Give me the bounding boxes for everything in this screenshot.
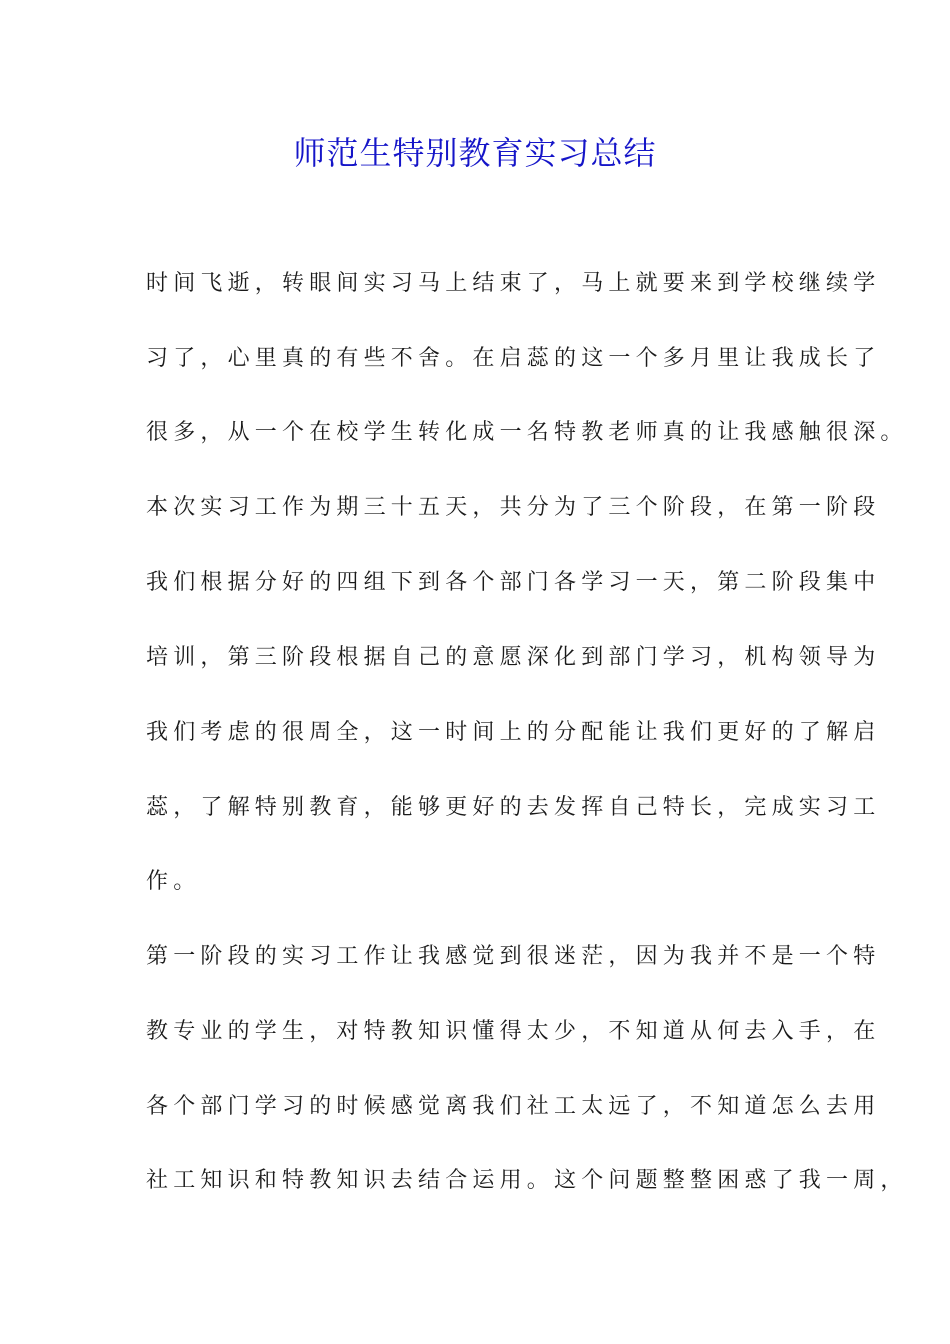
text-line: 社工知识和特教知识去结合运用。这个问题整整困惑了我一周， xyxy=(146,1168,908,1193)
text-line: 我们考虑的很周全，这一时间上的分配能让我们更好的了解启 xyxy=(146,720,881,745)
document-title: 师范生特别教育实习总结 xyxy=(293,134,657,172)
text-line: 本次实习工作为期三十五天，共分为了三个阶段，在第一阶段 xyxy=(146,495,881,520)
text-line: 蕊，了解特别教育，能够更好的去发挥自己特长，完成实习工 xyxy=(146,795,881,820)
text-line: 第一阶段的实习工作让我感觉到很迷茫，因为我并不是一个特 xyxy=(146,944,881,969)
text-line: 教专业的学生，对特教知识懂得太少，不知道从何去入手，在 xyxy=(146,1019,881,1044)
text-line: 作。 xyxy=(146,869,201,894)
text-line: 时间飞逝，转眼间实习马上结束了，马上就要来到学校继续学 xyxy=(146,271,881,296)
text-line: 习了，心里真的有些不舍。在启蕊的这一个多月里让我成长了 xyxy=(146,346,881,371)
text-line: 各个部门学习的时候感觉离我们社工太远了，不知道怎么去用 xyxy=(146,1094,881,1119)
text-line: 我们根据分好的四组下到各个部门各学习一天，第二阶段集中 xyxy=(146,570,881,595)
text-line: 培训，第三阶段根据自己的意愿深化到部门学习，机构领导为 xyxy=(146,645,881,670)
text-line: 很多，从一个在校学生转化成一名特教老师真的让我感触很深。 xyxy=(146,420,908,445)
